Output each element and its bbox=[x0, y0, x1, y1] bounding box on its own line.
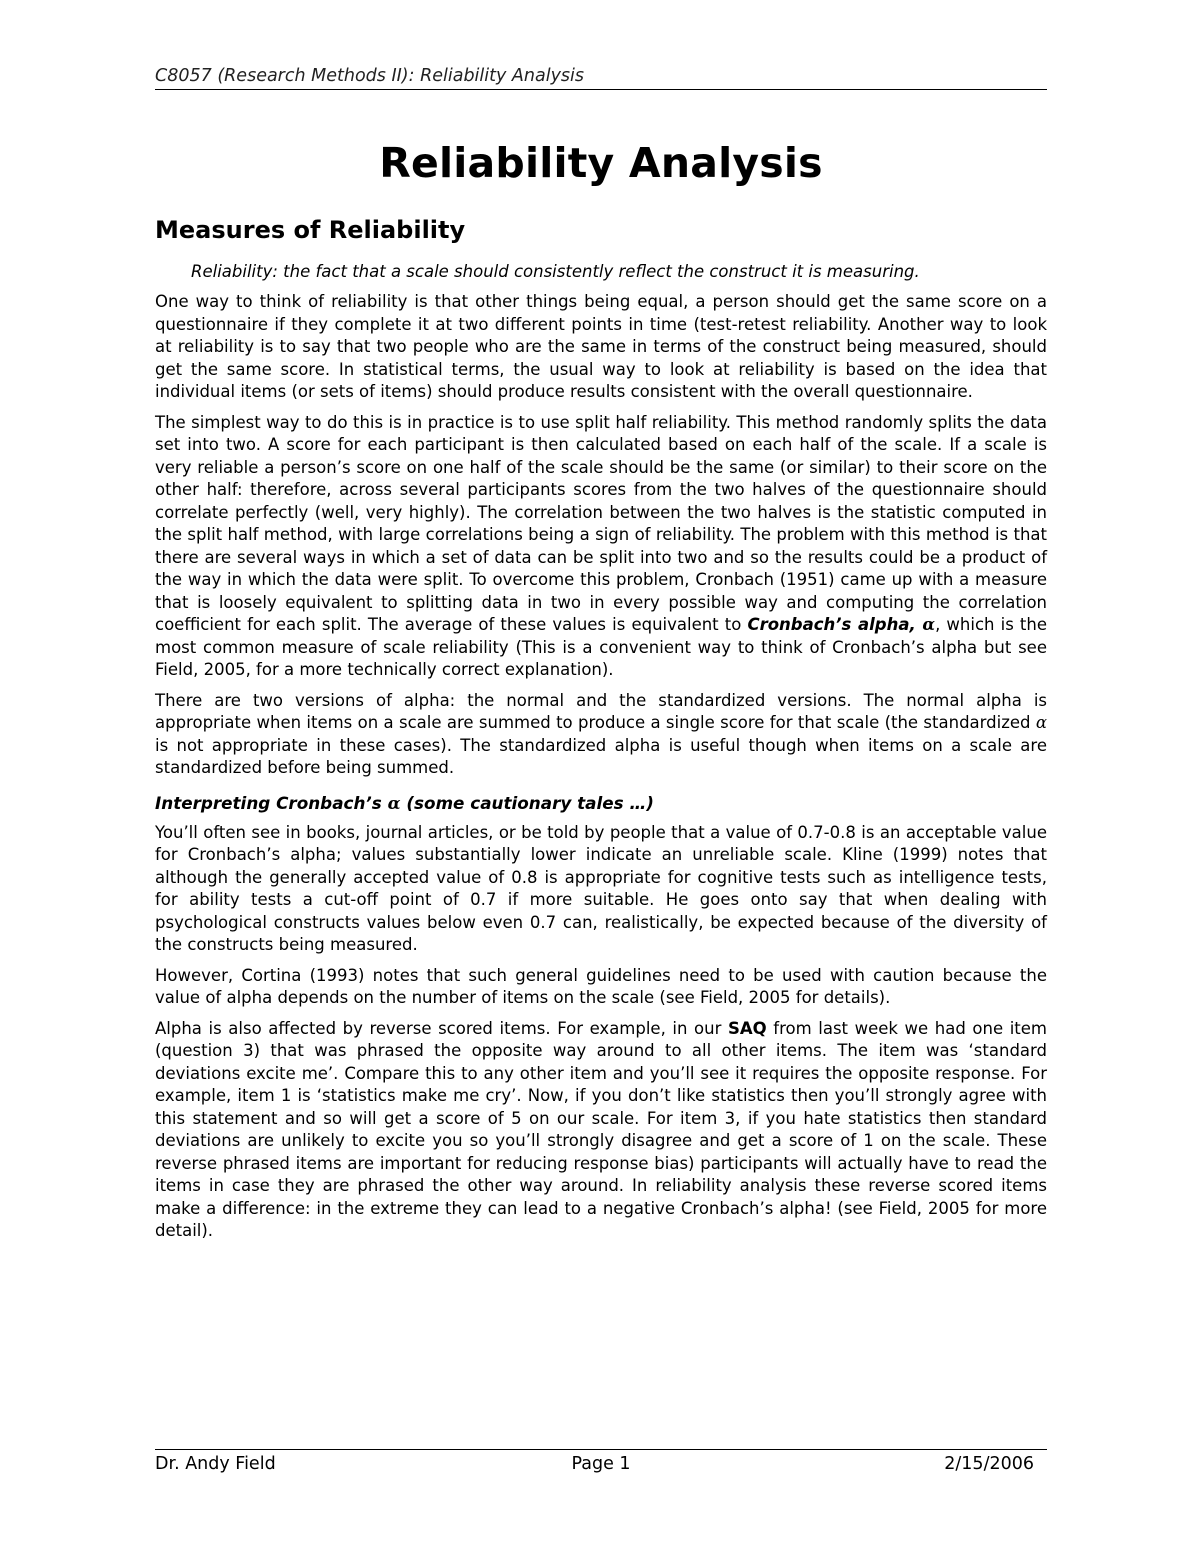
paragraph-acceptable-values: You’ll often see in books, journal articles, or be told by people that a value of 0.7-0.8 is an acceptable value for Cronbach’s alpha; values substantially lower indicate an unreliable scale. Kline (1999) notes that although the generally accepted value of 0.8 is appropriate for cognitive tests such as intelligence tests, for ability tests a cut-off point of 0.7 if more suitable. He goes onto say that when dealing with psychological constructs values below even 0.7 can, realistically, be expected because of the diversity of the constructs being measured. bbox=[155, 822, 1047, 954]
paragraph-alpha-versions-text-a: There are two versions of alpha: the normal and the standardized versions. The normal alpha is appropriate when items on a scale are summed to produce a single score for that scale (the standardized bbox=[155, 690, 1047, 732]
alpha-symbol: α bbox=[1035, 713, 1047, 732]
alpha-symbol: α bbox=[387, 792, 401, 813]
subheading-text-b: (some cautionary tales …) bbox=[400, 792, 654, 813]
footer-page-number: Page 1 bbox=[571, 1454, 631, 1474]
running-header bbox=[155, 66, 1047, 90]
cronbach-alpha-label: Cronbach’s alpha, bbox=[747, 615, 923, 634]
paragraph-split-half bbox=[155, 412, 1047, 682]
page-content bbox=[155, 135, 1047, 1243]
page-footer bbox=[155, 1449, 1047, 1478]
reliability-definition: Reliability: the fact that a scale should consistently reflect the construct it is measuring. bbox=[191, 262, 920, 281]
footer-author: Dr. Andy Field bbox=[155, 1454, 276, 1474]
paragraph-cortina: However, Cortina (1993) notes that such general guidelines need to be used with caution because the value of alpha depends on the number of items on the scale (see Field, 2005 for details). bbox=[155, 965, 1047, 1007]
footer-date: 2/15/2006 bbox=[944, 1454, 1034, 1474]
paragraph-alpha-versions bbox=[155, 690, 1047, 780]
paragraph-test-retest: One way to think of reliability is that other things being equal, a person should get the same score on a questionnaire if they complete it at two different points in time (test-retest reliability. Another way to look at reliability is to say that two people who are the same in terms of the construct being measured, should get the same score. In statistical terms, the usual way to look at reliability is based on the idea that individual items (or sets of items) should produce results consistent with the overall questionnaire. bbox=[155, 292, 1047, 401]
paragraph-reverse-scored-text-b: from last week we had one item (question 3) that was phrased the opposite way around to all other items. The item was ‘standard deviations excite me’. Compare this to any other item and you’ll see it requires the opposite response. For example, item 1 is ‘statistics make me cry’. Now, if you don’t like statistics then you’ll strongly agree with this statement and so will get a score of 5 on our scale. For item 3, if you hate statistics then standard deviations are unlikely to excite you so you’ll strongly disagree and get a score of 1 on the scale. These reverse phrased items are important for reducing response bias) participants will actually have to read the items in case they are phrased the other way around. In reliability analysis these reverse scored items make a difference: in the extreme they can lead to a negative Cronbach’s alpha! (see Field, 2005 for more detail). bbox=[155, 1018, 1047, 1240]
subheading-text-a: Interpreting Cronbach’s bbox=[155, 792, 388, 813]
paragraph-reverse-scored bbox=[155, 1018, 1047, 1243]
cronbach-alpha-term bbox=[747, 615, 935, 634]
saq-term: SAQ bbox=[727, 1018, 767, 1038]
running-title: C8057 (Research Methods II): Reliability Analysis bbox=[155, 66, 585, 86]
paragraph-split-half-text-b: , which is the most common measure of scale reliability (This is a convenient way to think of Cronbach’s alpha but see Field, 2005, for a more technically correct explanation). bbox=[155, 615, 1047, 679]
section-heading-measures: Measures of Reliability bbox=[155, 216, 466, 244]
paragraph-reverse-scored-text-a: Alpha is also affected by reverse scored items. For example, in our bbox=[155, 1018, 728, 1038]
subheading-interpreting-alpha bbox=[155, 792, 1047, 814]
document-title: Reliability Analysis bbox=[379, 139, 823, 187]
alpha-symbol: α bbox=[922, 615, 936, 634]
paragraph-alpha-versions-text-b: is not appropriate in these cases). The standardized alpha is useful though when items on a scale are standardized before being summed. bbox=[155, 735, 1047, 777]
paragraph-split-half-text-a: The simplest way to do this is in practice is to use split half reliability. This method randomly splits the data set into two. A score for each participant is then calculated based on each half of the scale. If a scale is very reliable a person’s score on one half of the scale should be the same (or similar) to their score on the other half: therefore, across several participants scores from the two halves of the questionnaire should correlate perfectly (well, very highly). The correlation between the two halves is the statistic computed in the split half method, with large correlations being a sign of reliability. The problem with this method is that there are several ways in which a set of data can be split into two and so the results could be a product of the way in which the data were split. To overcome this problem, Cronbach (1951) came up with a measure that is loosely equivalent to splitting data in two in every possible way and computing the correlation coefficient for each split. The average of these values is equivalent to bbox=[155, 412, 1047, 634]
